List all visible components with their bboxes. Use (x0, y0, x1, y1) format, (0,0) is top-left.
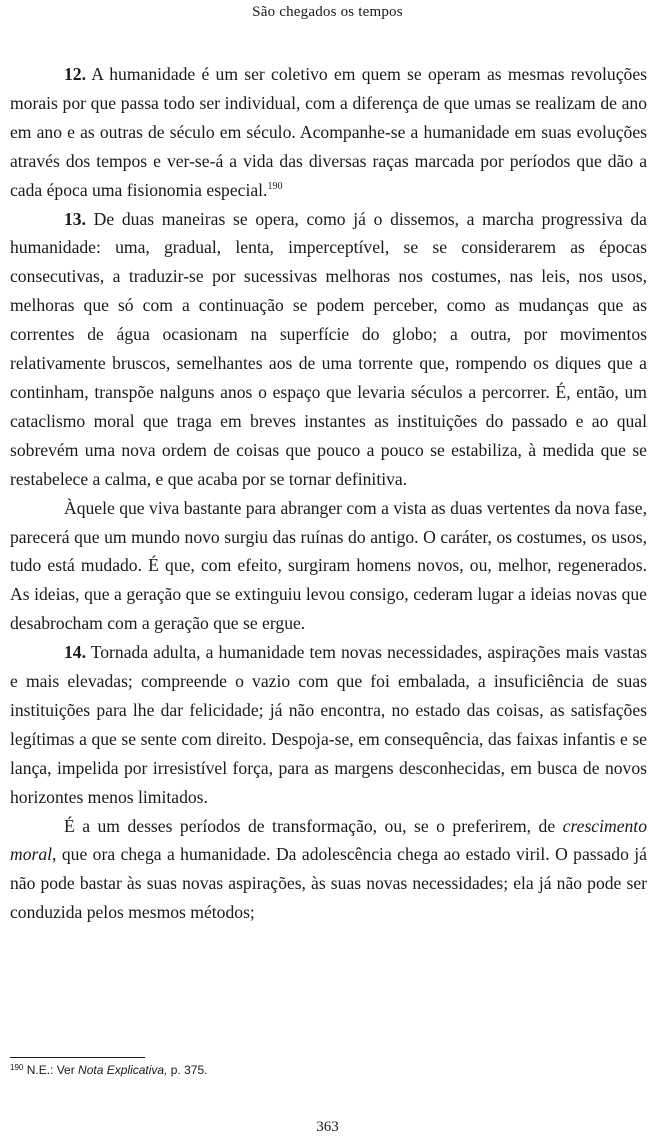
footnote-reference: 190 (267, 180, 283, 192)
paragraph-14 (10, 638, 647, 811)
emphasized-text: crescimento moral (10, 815, 647, 865)
paragraph-13-continued (10, 494, 647, 639)
paragraph-number: 14. (64, 642, 86, 663)
paragraph-text: De duas maneiras se opera, como já o dissemos, a marcha progressiva da humanidade: uma, gradual, lenta, imperceptível, se se considerarem as épocas consecutivas, a traduzir-se por sucessivas melhoras nos costumes, nas leis, nos usos, melhoras que só com a continuação se podem perceber, como as mudanças que as correntes de água ocasionam na superfície do globo; a outra, por movimentos relativamente bruscos, semelhantes aos de uma torrente que, rompendo os diques que a continham, transpõe nalguns anos o espaço que levaria séculos a percorrer. É, então, um cataclismo moral que traga em breves instantes as instituições do passado e ao qual sobrevém uma nova ordem de coisas que pouco a pouco se estabiliza, à medida que se restabelece a calma, e que acaba por se tornar definitiva. (10, 208, 647, 489)
footnote-marker: 190 (10, 1063, 24, 1072)
footnote-suffix: p. 375. (167, 1063, 208, 1077)
paragraph-text: Tornada adulta, a humanidade tem novas necessidades, aspirações mais vastas e mais elevadas; compreende o vazio com que foi embalada, a insuficiência de suas instituições para lhe dar felicidade; já não encontra, no estado das coisas, as satisfações legítimas a que se sente com direito. Despoja-se, em consequência, das faixas infantis e se lança, impelida por irresistível força, para as margens desconhecidas, em busca de novos horizontes menos limitados. (10, 642, 647, 807)
paragraph-14-continued (10, 812, 647, 928)
running-header: São chegados os tempos (252, 4, 403, 20)
main-text (10, 60, 647, 927)
paragraph-text: A humanidade é um ser coletivo em quem se operam as mesmas revoluções morais por que passa todo ser individual, com a diferença de que umas se realizam de ano em ano e as outras de século em século. Acompanhe-se a humanidade em suas evoluções através dos tempos e ver-se-á a vida das diversas raças marcada por períodos que dão a cada época uma fisionomia especial. (10, 64, 647, 200)
paragraph-number: 12. (64, 64, 86, 84)
footnote-divider (10, 1057, 145, 1058)
footnote (10, 1062, 207, 1078)
paragraph-text: , que ora chega a humanidade. Da adolescência chega ao estado viril. O passado já não pode bastar às suas novas aspirações, às suas novas necessidades; ela já não pode ser conduzida pelos mesmos métodos; (10, 844, 647, 923)
paragraph-12 (10, 60, 647, 205)
page-number: 363 (316, 1119, 339, 1135)
paragraph-number: 13. (64, 208, 86, 229)
footnote-prefix: N.E.: Ver (23, 1063, 79, 1077)
paragraph-text: É a um desses períodos de transformação, ou, se o preferirem, de (64, 815, 563, 836)
paragraph-text: Àquele que viva bastante para abranger com a vista as duas vertentes da nova fase, parecerá que um mundo novo surgiu das ruínas do antigo. O caráter, os costumes, os usos, tudo está mudado. É que, com efeito, surgiram homens novos, ou, melhor, regenerados. As ideias, que a geração que se extinguiu levou consigo, cederam lugar a ideias novas que desabrocham com a geração que se ergue. (10, 497, 647, 634)
paragraph-13 (10, 205, 647, 494)
footnote-title: Nota Explicativa, (78, 1063, 168, 1077)
